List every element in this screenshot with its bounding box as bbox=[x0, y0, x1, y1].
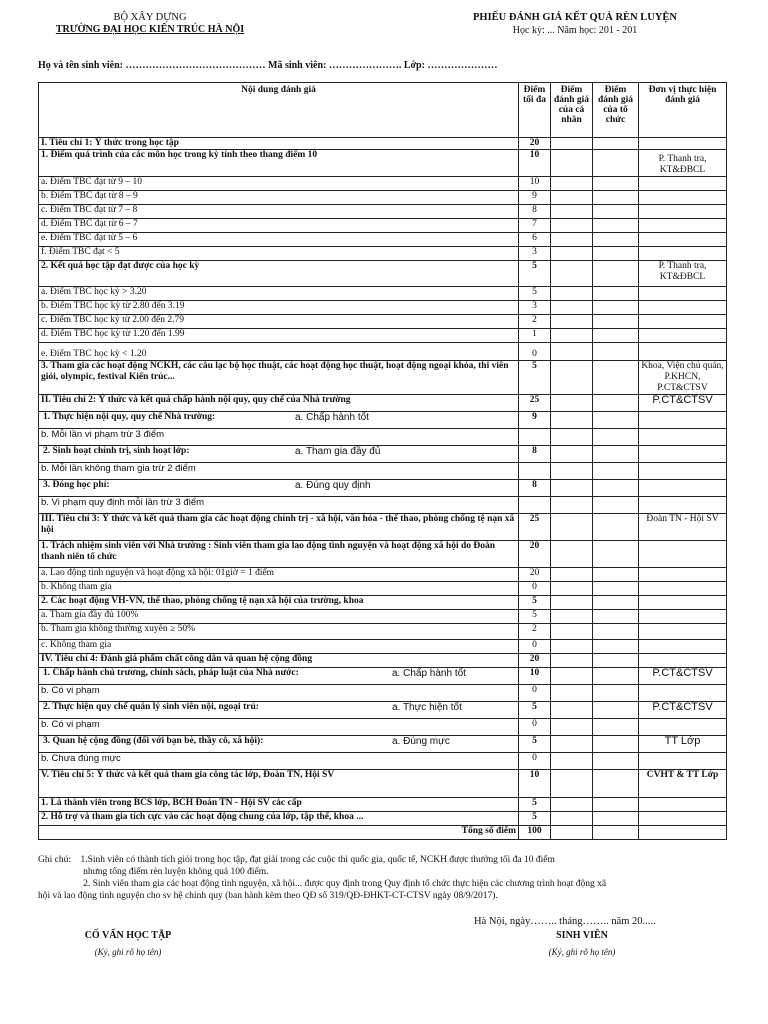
unit-cell: P. Thanh tra, KT&ĐBCL bbox=[639, 150, 727, 177]
unit-cell bbox=[639, 610, 727, 624]
org-score-cell[interactable] bbox=[593, 150, 639, 177]
max-points: 5 bbox=[519, 736, 551, 753]
unit-cell bbox=[639, 138, 727, 150]
org-score-cell[interactable] bbox=[593, 719, 639, 736]
criterion-heading: II. Tiêu chí 2: Ý thức và kết quả chấp hành nội quy, quy chế của Nhà trường bbox=[39, 395, 519, 412]
total-label: Tổng số điểm bbox=[39, 826, 519, 840]
split-cell bbox=[39, 668, 519, 685]
item-text: b. Không tham gia bbox=[39, 582, 519, 596]
self-score-cell[interactable] bbox=[551, 287, 593, 301]
item-heading: 2. Thực hiện quy chế quản lý sinh viên nội, ngoại trú: bbox=[43, 702, 259, 712]
max-points: 1 bbox=[519, 329, 551, 343]
item-heading: 1. Trách nhiệm sinh viên với Nhà trường : Sinh viên tham gia lao động tình nguyện và hoạt động xã hội do Đoàn thanh niên tổ chức bbox=[39, 541, 519, 568]
table-row bbox=[39, 287, 727, 301]
table-row bbox=[39, 582, 727, 596]
max-points: 8 bbox=[519, 205, 551, 219]
table-row bbox=[39, 412, 727, 429]
unit-cell: P. Thanh tra, KT&ĐBCL bbox=[639, 261, 727, 287]
self-score-cell[interactable] bbox=[551, 640, 593, 654]
table-row bbox=[39, 446, 727, 463]
max-points: 5 bbox=[519, 596, 551, 610]
split-cell bbox=[39, 412, 519, 429]
item-heading: 3. Đóng học phí: bbox=[43, 480, 110, 490]
org-score-cell[interactable] bbox=[593, 233, 639, 247]
max-points: 9 bbox=[519, 412, 551, 429]
item-text: c. Không tham gia bbox=[39, 640, 519, 654]
max-points: 0 bbox=[519, 753, 551, 770]
max-points: 0 bbox=[519, 640, 551, 654]
total-row bbox=[39, 826, 727, 840]
self-score-cell[interactable] bbox=[551, 497, 593, 514]
unit-cell bbox=[639, 343, 727, 361]
unit-cell bbox=[639, 753, 727, 770]
max-points: 5 bbox=[519, 287, 551, 301]
org-score-cell[interactable] bbox=[593, 205, 639, 219]
self-total-cell[interactable] bbox=[551, 826, 593, 840]
date-line: Hà Nội, ngày…….. tháng…….. năm 20..... bbox=[474, 916, 656, 927]
option-text: b. Chưa đúng mực bbox=[39, 753, 519, 770]
org-score-cell[interactable] bbox=[593, 812, 639, 826]
self-score-cell[interactable] bbox=[551, 568, 593, 582]
max-points: 3 bbox=[519, 247, 551, 261]
max-points: 0 bbox=[519, 719, 551, 736]
org-score-cell[interactable] bbox=[593, 568, 639, 582]
table-row bbox=[39, 301, 727, 315]
self-score-cell[interactable] bbox=[551, 610, 593, 624]
self-score-cell[interactable] bbox=[551, 219, 593, 233]
criterion-heading: I. Tiêu chí 1: Ý thức trong học tập bbox=[39, 138, 519, 150]
org-score-cell[interactable] bbox=[593, 798, 639, 812]
org-score-cell[interactable] bbox=[593, 191, 639, 205]
total-max: 100 bbox=[519, 826, 551, 840]
self-score-cell[interactable] bbox=[551, 541, 593, 568]
unit-cell: P.CT&CTSV bbox=[639, 395, 727, 412]
criterion-heading: III. Tiêu chí 3: Ý thức và kết quả tham gia các hoạt động chính trị - xã hội, văn hóa - thể thao, phòng chống tệ nạn xã hội bbox=[39, 514, 519, 541]
unit-cell bbox=[639, 582, 727, 596]
advisor-title: CỐ VẤN HỌC TẬP bbox=[84, 930, 172, 941]
item-heading: 2. Hỗ trợ và tham gia tích cực vào các hoạt động chung của lớp, tập thể, khoa ... bbox=[39, 812, 519, 826]
table-row bbox=[39, 497, 727, 514]
item-text: f. Điểm TBC đạt < 5 bbox=[39, 247, 519, 261]
org-score-cell[interactable] bbox=[593, 541, 639, 568]
advisor-signature-block bbox=[38, 930, 218, 957]
max-points: 8 bbox=[519, 446, 551, 463]
self-score-cell[interactable] bbox=[551, 685, 593, 702]
option-text: a. Đúng mực bbox=[392, 736, 450, 747]
self-score-cell[interactable] bbox=[551, 654, 593, 668]
col-header-max: Điểm tối đa bbox=[519, 83, 551, 138]
max-points: 10 bbox=[519, 177, 551, 191]
self-score-cell[interactable] bbox=[551, 395, 593, 412]
unit-cell: Khoa, Viện chủ quản, P.KHCN, P.CT&CTSV bbox=[639, 361, 727, 395]
table-row bbox=[39, 640, 727, 654]
org-score-cell[interactable] bbox=[593, 668, 639, 685]
org-score-cell[interactable] bbox=[593, 138, 639, 150]
table-row bbox=[39, 315, 727, 329]
option-text: b. Có vi phạm bbox=[39, 685, 519, 702]
org-score-cell[interactable] bbox=[593, 329, 639, 343]
org-total-cell[interactable] bbox=[593, 826, 639, 840]
item-heading: 2. Các hoạt động VH-VN, thể thao, phòng chống tệ nạn xã hội của trường, khoa bbox=[39, 596, 519, 610]
criterion-heading: IV. Tiêu chí 4: Đánh giá phẩm chất công dân và quan hệ cộng đồng bbox=[39, 654, 519, 668]
item-heading: 2. Kết quả học tập đạt được của học kỳ bbox=[39, 261, 519, 287]
note-line: Ghi chú: 1.Sinh viên có thành tích giỏi trong học tập, đạt giải trong các cuộc thi quốc gia, quốc tế, NCKH được thưởng tối đa 10 điểm bbox=[38, 855, 555, 865]
table-row bbox=[39, 514, 727, 541]
max-points: 0 bbox=[519, 685, 551, 702]
self-score-cell[interactable] bbox=[551, 205, 593, 219]
unit-cell: P.CT&CTSV bbox=[639, 702, 727, 719]
max-points: 0 bbox=[519, 582, 551, 596]
split-cell bbox=[39, 702, 519, 719]
note-line: 2. Sinh viên tham gia các hoạt động tình nguyện, xã hội... được quy định trong Quy định tổ chức thực hiện các chương trình hoạt động xã bbox=[38, 879, 607, 889]
table-row bbox=[39, 150, 727, 177]
header-right bbox=[440, 12, 710, 36]
item-text: b. Điểm TBC học kỳ từ 2.80 đến 3.19 bbox=[39, 301, 519, 315]
student-info-line[interactable]: Họ và tên sinh viên: …………………………………… Mã sinh viên: …………………. Lớp: ………………… bbox=[38, 60, 498, 71]
self-score-cell[interactable] bbox=[551, 480, 593, 497]
option-text: a. Thực hiện tốt bbox=[392, 702, 462, 713]
item-text: a. Điểm TBC học kỳ > 3.20 bbox=[39, 287, 519, 301]
org-score-cell[interactable] bbox=[593, 514, 639, 541]
table-row bbox=[39, 177, 727, 191]
unit-cell: CVHT & TT Lớp bbox=[639, 770, 727, 798]
item-text: d. Điểm TBC đạt từ 6 – 7 bbox=[39, 219, 519, 233]
org-score-cell[interactable] bbox=[593, 395, 639, 412]
student-title: SINH VIÊN bbox=[556, 930, 608, 941]
table-row bbox=[39, 568, 727, 582]
self-score-cell[interactable] bbox=[551, 719, 593, 736]
item-heading: 1. Chấp hành chủ trương, chính sách, pháp luật của Nhà nước: bbox=[43, 668, 299, 678]
table-row bbox=[39, 798, 727, 812]
self-score-cell[interactable] bbox=[551, 412, 593, 429]
unit-cell bbox=[639, 412, 727, 429]
item-heading: 3. Quan hệ cộng đồng (đối với bạn bè, thầy cô, xã hội): bbox=[43, 736, 264, 746]
unit-cell bbox=[639, 826, 727, 840]
unit-cell bbox=[639, 177, 727, 191]
student-sign-hint: (Ký, ghi rõ họ tên) bbox=[548, 947, 616, 957]
unit-cell bbox=[639, 219, 727, 233]
max-points: 9 bbox=[519, 191, 551, 205]
org-score-cell[interactable] bbox=[593, 177, 639, 191]
org-score-cell[interactable] bbox=[593, 770, 639, 798]
col-header-unit: Đơn vị thực hiện đánh giá bbox=[639, 83, 727, 138]
col-header-org: Điểm đánh giá của tổ chức bbox=[593, 83, 639, 138]
table-row bbox=[39, 395, 727, 412]
unit-cell: TT Lớp bbox=[639, 736, 727, 753]
table-row bbox=[39, 343, 727, 361]
self-score-cell[interactable] bbox=[551, 329, 593, 343]
student-signature-block bbox=[492, 930, 672, 957]
item-heading: 3. Tham gia các hoạt động NCKH, các câu lạc bộ học thuật, các hoạt động học thuật, hoạt động ngoại khóa, thi viên giỏi, olympic, festival Kiến trúc... bbox=[39, 361, 519, 395]
self-score-cell[interactable] bbox=[551, 429, 593, 446]
table-row bbox=[39, 463, 727, 480]
org-score-cell[interactable] bbox=[593, 343, 639, 361]
table-row bbox=[39, 205, 727, 219]
option-text: b. Mỗi lần không tham gia trừ 2 điểm bbox=[39, 463, 519, 480]
unit-cell bbox=[639, 497, 727, 514]
max-points bbox=[519, 497, 551, 514]
org-score-cell[interactable] bbox=[593, 429, 639, 446]
self-score-cell[interactable] bbox=[551, 596, 593, 610]
table-row bbox=[39, 753, 727, 770]
table-row bbox=[39, 719, 727, 736]
unit-cell bbox=[639, 463, 727, 480]
table-row bbox=[39, 624, 727, 640]
table-row bbox=[39, 247, 727, 261]
org-score-cell[interactable] bbox=[593, 497, 639, 514]
max-points: 20 bbox=[519, 568, 551, 582]
table-row bbox=[39, 668, 727, 685]
notes bbox=[38, 854, 728, 902]
note-line: nhưng tổng điểm rèn luyện không quá 100 điểm. bbox=[38, 867, 269, 877]
evaluation-table bbox=[38, 82, 727, 840]
table-row bbox=[39, 685, 727, 702]
self-score-cell[interactable] bbox=[551, 247, 593, 261]
unit-cell bbox=[639, 315, 727, 329]
unit-cell bbox=[639, 798, 727, 812]
note-line: hội và lao động tình nguyện cho sv hệ chính quy (ban hành kèm theo QĐ số 319/QĐ-ĐHKT-CT-CTSV ngày 08/9/2017). bbox=[38, 891, 498, 901]
unit-cell: P.CT&CTSV bbox=[639, 668, 727, 685]
col-header-content: Nội dung đánh giá bbox=[39, 83, 519, 138]
self-score-cell[interactable] bbox=[551, 233, 593, 247]
self-score-cell[interactable] bbox=[551, 514, 593, 541]
table-row bbox=[39, 736, 727, 753]
unit-cell bbox=[639, 480, 727, 497]
self-score-cell[interactable] bbox=[551, 463, 593, 480]
self-score-cell[interactable] bbox=[551, 702, 593, 719]
table-row bbox=[39, 219, 727, 233]
item-text: e. Điểm TBC học kỳ < 1.20 bbox=[39, 343, 519, 361]
table-row bbox=[39, 233, 727, 247]
item-text: b. Điểm TBC đạt từ 8 – 9 bbox=[39, 191, 519, 205]
unit-cell bbox=[639, 596, 727, 610]
split-cell bbox=[39, 480, 519, 497]
self-score-cell[interactable] bbox=[551, 736, 593, 753]
table-row bbox=[39, 480, 727, 497]
option-text: a. Chấp hành tốt bbox=[295, 412, 369, 423]
unit-cell bbox=[639, 191, 727, 205]
advisor-sign-hint: (Ký, ghi rõ họ tên) bbox=[94, 947, 162, 957]
unit-cell bbox=[639, 205, 727, 219]
unit-cell: Đoàn TN - Hội SV bbox=[639, 514, 727, 541]
table-row bbox=[39, 541, 727, 568]
self-score-cell[interactable] bbox=[551, 150, 593, 177]
max-points: 2 bbox=[519, 624, 551, 640]
item-text: c. Điểm TBC học kỳ từ 2.00 đến 2.79 bbox=[39, 315, 519, 329]
unit-cell bbox=[639, 301, 727, 315]
self-score-cell[interactable] bbox=[551, 301, 593, 315]
table-row bbox=[39, 610, 727, 624]
table-row bbox=[39, 261, 727, 287]
self-score-cell[interactable] bbox=[551, 582, 593, 596]
item-text: a. Tham gia đầy đủ 100% bbox=[39, 610, 519, 624]
item-text: a. Lao động tình nguyện và hoạt động xã hội: 01giờ = 1 điểm bbox=[39, 568, 519, 582]
self-score-cell[interactable] bbox=[551, 138, 593, 150]
option-text: b. Có vi phạm bbox=[39, 719, 519, 736]
table-row bbox=[39, 702, 727, 719]
org-score-cell[interactable] bbox=[593, 463, 639, 480]
unit-cell bbox=[639, 719, 727, 736]
option-text: b. Vi phạm quy định mỗi lần trừ 3 điểm bbox=[39, 497, 519, 514]
org-score-cell[interactable] bbox=[593, 412, 639, 429]
max-points: 5 bbox=[519, 702, 551, 719]
max-points bbox=[519, 463, 551, 480]
table-row bbox=[39, 654, 727, 668]
max-points: 2 bbox=[519, 315, 551, 329]
max-points: 8 bbox=[519, 480, 551, 497]
self-score-cell[interactable] bbox=[551, 446, 593, 463]
org-score-cell[interactable] bbox=[593, 596, 639, 610]
org-score-cell[interactable] bbox=[593, 736, 639, 753]
school-name: TRƯỜNG ĐẠI HỌC KIẾN TRÚC HÀ NỘI bbox=[55, 24, 245, 35]
org-score-cell[interactable] bbox=[593, 702, 639, 719]
max-points: 5 bbox=[519, 812, 551, 826]
max-points: 7 bbox=[519, 219, 551, 233]
max-points: 3 bbox=[519, 301, 551, 315]
table-row bbox=[39, 812, 727, 826]
criterion-heading: V. Tiêu chí 5: Ý thức và kết quả tham gia công tác lớp, Đoàn TN, Hội SV bbox=[39, 770, 519, 798]
item-text: c. Điểm TBC đạt từ 7 – 8 bbox=[39, 205, 519, 219]
org-score-cell[interactable] bbox=[593, 610, 639, 624]
item-heading: 1. Là thành viên trong BCS lớp, BCH Đoàn TN - Hội SV các cấp bbox=[39, 798, 519, 812]
item-text: a. Điểm TBC đạt từ 9 – 10 bbox=[39, 177, 519, 191]
unit-cell bbox=[639, 812, 727, 826]
item-text: d. Điểm TBC học kỳ từ 1.20 đến 1.99 bbox=[39, 329, 519, 343]
self-score-cell[interactable] bbox=[551, 812, 593, 826]
org-score-cell[interactable] bbox=[593, 261, 639, 287]
option-text: a. Chấp hành tốt bbox=[392, 668, 466, 679]
item-heading: 1. Điểm quá trình của các môn học trong kỳ tính theo thang điểm 10 bbox=[39, 150, 519, 177]
max-points: 5 bbox=[519, 798, 551, 812]
ministry-name: BỘ XÂY DỰNG bbox=[113, 12, 187, 23]
item-text: b. Tham gia không thường xuyên ≥ 50% bbox=[39, 624, 519, 640]
unit-cell bbox=[639, 654, 727, 668]
max-points: 5 bbox=[519, 261, 551, 287]
org-score-cell[interactable] bbox=[593, 685, 639, 702]
form-title: PHIẾU ĐÁNH GIÁ KẾT QUẢ RÈN LUYỆN bbox=[473, 12, 677, 23]
split-cell bbox=[39, 446, 519, 463]
org-score-cell[interactable] bbox=[593, 287, 639, 301]
self-score-cell[interactable] bbox=[551, 191, 593, 205]
option-text: a. Đúng quy định bbox=[295, 480, 371, 491]
unit-cell bbox=[639, 446, 727, 463]
max-points bbox=[519, 429, 551, 446]
table-row bbox=[39, 596, 727, 610]
self-score-cell[interactable] bbox=[551, 261, 593, 287]
org-score-cell[interactable] bbox=[593, 301, 639, 315]
org-score-cell[interactable] bbox=[593, 219, 639, 233]
max-points: 10 bbox=[519, 150, 551, 177]
term-line: Học kỳ: ... Năm học: 201 - 201 bbox=[512, 25, 638, 36]
max-points: 5 bbox=[519, 610, 551, 624]
self-score-cell[interactable] bbox=[551, 343, 593, 361]
org-score-cell[interactable] bbox=[593, 247, 639, 261]
self-score-cell[interactable] bbox=[551, 770, 593, 798]
max-points: 25 bbox=[519, 514, 551, 541]
option-text: b. Mỗi lần vi phạm trừ 3 điểm bbox=[39, 429, 519, 446]
table-row bbox=[39, 329, 727, 343]
max-points: 20 bbox=[519, 541, 551, 568]
max-points: 5 bbox=[519, 361, 551, 395]
item-heading: 1. Thực hiện nội quy, quy chế Nhà trường: bbox=[43, 412, 216, 422]
self-score-cell[interactable] bbox=[551, 315, 593, 329]
org-score-cell[interactable] bbox=[593, 480, 639, 497]
unit-cell bbox=[639, 541, 727, 568]
table-row bbox=[39, 138, 727, 150]
unit-cell bbox=[639, 247, 727, 261]
org-score-cell[interactable] bbox=[593, 640, 639, 654]
max-points: 0 bbox=[519, 343, 551, 361]
self-score-cell[interactable] bbox=[551, 668, 593, 685]
self-score-cell[interactable] bbox=[551, 177, 593, 191]
org-score-cell[interactable] bbox=[593, 624, 639, 640]
max-points: 25 bbox=[519, 395, 551, 412]
unit-cell bbox=[639, 233, 727, 247]
unit-cell bbox=[639, 624, 727, 640]
unit-cell bbox=[639, 429, 727, 446]
item-text: e. Điểm TBC đạt từ 5 – 6 bbox=[39, 233, 519, 247]
max-points: 10 bbox=[519, 770, 551, 798]
option-text: a. Tham gia đầy đủ bbox=[295, 446, 381, 457]
org-score-cell[interactable] bbox=[593, 582, 639, 596]
org-score-cell[interactable] bbox=[593, 361, 639, 395]
max-points: 6 bbox=[519, 233, 551, 247]
table-row bbox=[39, 770, 727, 798]
unit-cell bbox=[639, 287, 727, 301]
org-score-cell[interactable] bbox=[593, 753, 639, 770]
unit-cell bbox=[639, 685, 727, 702]
table-row bbox=[39, 191, 727, 205]
col-header-self: Điểm đánh giá của cá nhân bbox=[551, 83, 593, 138]
self-score-cell[interactable] bbox=[551, 624, 593, 640]
self-score-cell[interactable] bbox=[551, 753, 593, 770]
unit-cell bbox=[639, 329, 727, 343]
header-left bbox=[50, 12, 250, 35]
max-points: 10 bbox=[519, 668, 551, 685]
max-points: 20 bbox=[519, 654, 551, 668]
org-score-cell[interactable] bbox=[593, 446, 639, 463]
org-score-cell[interactable] bbox=[593, 315, 639, 329]
table-row bbox=[39, 361, 727, 395]
self-score-cell[interactable] bbox=[551, 798, 593, 812]
table-row bbox=[39, 429, 727, 446]
org-score-cell[interactable] bbox=[593, 654, 639, 668]
table-header-row bbox=[39, 83, 727, 138]
unit-cell bbox=[639, 568, 727, 582]
item-heading: 2. Sinh hoạt chính trị, sinh hoạt lớp: bbox=[43, 446, 190, 456]
split-cell bbox=[39, 736, 519, 753]
self-score-cell[interactable] bbox=[551, 361, 593, 395]
max-points: 20 bbox=[519, 138, 551, 150]
unit-cell bbox=[639, 640, 727, 654]
